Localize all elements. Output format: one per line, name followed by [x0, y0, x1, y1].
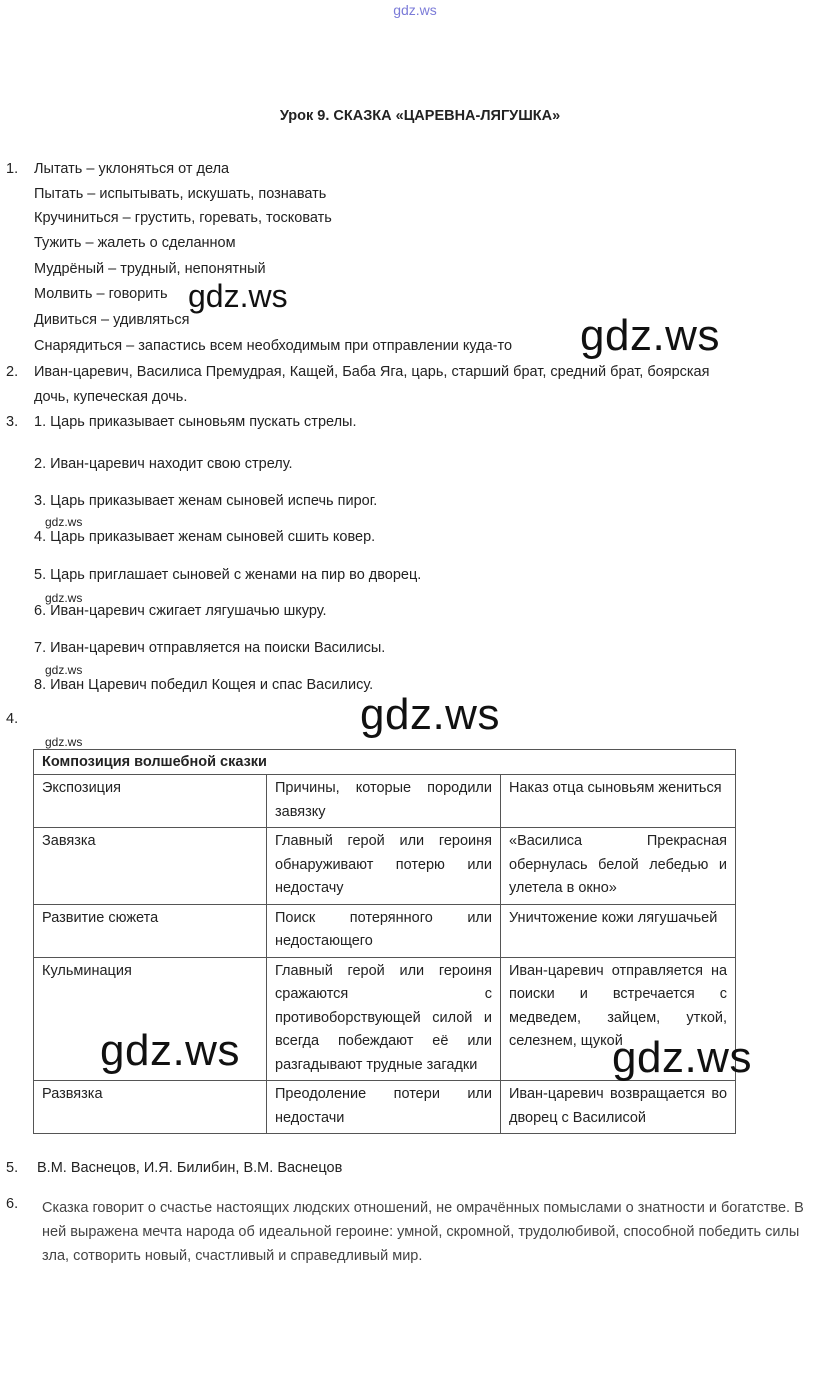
- stage-cell: Развитие сюжета: [34, 904, 267, 957]
- task3-item: 5. Царь приглашает сыновей с женами на пир во дворец.: [34, 567, 422, 583]
- desc-cell: Главный герой или героиня сражаются с противоборствующей силой и всегда побеждают её или разгадывают трудные загадки: [267, 957, 501, 1081]
- table-row: [34, 904, 736, 957]
- page-title: Урок 9. СКАЗКА «ЦАРЕВНА-ЛЯГУШКА»: [279, 108, 561, 124]
- task3-item: 8. Иван Царевич победил Кощея и спас Василису.: [34, 677, 374, 693]
- stage-cell: Кульминация: [34, 957, 267, 1081]
- task1-number: 1.: [6, 161, 19, 177]
- stage-cell: Завязка: [34, 828, 267, 905]
- watermark-large: gdz.ws: [100, 1026, 240, 1075]
- example-cell: «Василиса Прекрасная обернулась белой лебедью и улетела в окно»: [501, 828, 736, 905]
- task3-item: 3. Царь приказывает женам сыновей испечь пирог.: [34, 493, 378, 509]
- task5-number: 5.: [6, 1160, 19, 1176]
- desc-cell: Главный герой или героиня обнаруживают потерю или недостачу: [267, 828, 501, 905]
- table-row: [34, 775, 736, 828]
- task3-number: 3.: [6, 414, 19, 430]
- small-watermark: gdz.ws: [45, 515, 83, 529]
- task2-line: дочь, купеческая дочь.: [34, 389, 188, 405]
- small-watermark: gdz.ws: [45, 591, 83, 605]
- top-watermark: gdz.ws: [393, 2, 437, 18]
- task4-number: 4.: [6, 711, 19, 727]
- task1-line: Кручиниться – грустить, горевать, тосковать: [34, 210, 332, 226]
- small-watermark: gdz.ws: [45, 735, 83, 749]
- task3-item: 6. Иван-царевич сжигает лягушачью шкуру.: [34, 603, 327, 619]
- task3-item: 1. Царь приказывает сыновьям пускать стрелы.: [34, 414, 357, 430]
- table-row: [34, 828, 736, 905]
- example-cell: Иван-царевич отправляется на поиски и встречается с медведем, зайцем, уткой, селезнем, щукой: [501, 957, 736, 1081]
- small-watermark: gdz.ws: [45, 663, 83, 677]
- desc-cell: Преодоление потери или недостачи: [267, 1081, 501, 1134]
- example-cell: Наказ отца сыновьям жениться: [501, 775, 736, 828]
- task1-line: Пытать – испытывать, искушать, познавать: [34, 186, 327, 202]
- task5-text: В.М. Васнецов, И.Я. Билибин, В.М. Васнецов: [37, 1160, 343, 1176]
- task1-line: Снарядиться – запастись всем необходимым при отправлении куда-то: [34, 338, 513, 354]
- table-row: [34, 1081, 736, 1134]
- watermark-large: gdz.ws: [188, 278, 288, 314]
- stage-cell: Развязка: [34, 1081, 267, 1134]
- task3-item: 7. Иван-царевич отправляется на поиски Василисы.: [34, 640, 386, 656]
- watermark-large: gdz.ws: [612, 1033, 752, 1082]
- task1-line: Тужить – жалеть о сделанном: [34, 235, 236, 251]
- table-header: Композиция волшебной сказки: [34, 750, 736, 775]
- watermark-large: gdz.ws: [360, 690, 500, 739]
- desc-cell: Поиск потерянного или недостающего: [267, 904, 501, 957]
- task1-line: Молвить – говорить: [34, 286, 168, 302]
- task6-number: 6.: [6, 1196, 19, 1212]
- table-header-row: [34, 750, 736, 775]
- task1-line: Лытать – уклоняться от дела: [34, 161, 230, 177]
- task2-number: 2.: [6, 364, 19, 380]
- example-cell: Уничтожение кожи лягушачьей: [501, 904, 736, 957]
- task3-item: 2. Иван-царевич находит свою стрелу.: [34, 456, 293, 472]
- example-cell: Иван-царевич возвращается во дворец с Василисой: [501, 1081, 736, 1134]
- task6-text: Сказка говорит о счастье настоящих людских отношений, не омрачённых помыслами о знатности и богатстве. В ней выражена мечта народа об идеальной героине: умной, скромной, трудолюбивой, способной победить силы зла, сотворить новый, счастливый и справедливый мир.: [42, 1200, 804, 1264]
- watermark-large: gdz.ws: [580, 311, 720, 360]
- task3-item: 4. Царь приказывает женам сыновей сшить ковер.: [34, 529, 376, 545]
- task1-line: Дивиться – удивляться: [34, 312, 190, 328]
- task1-line: Мудрёный – трудный, непонятный: [34, 261, 266, 277]
- stage-cell: Экспозиция: [34, 775, 267, 828]
- desc-cell: Причины, которые породили завязку: [267, 775, 501, 828]
- task2-line: Иван-царевич, Василиса Премудрая, Кащей, Баба Яга, царь, старший брат, средний брат, боярская: [34, 364, 710, 380]
